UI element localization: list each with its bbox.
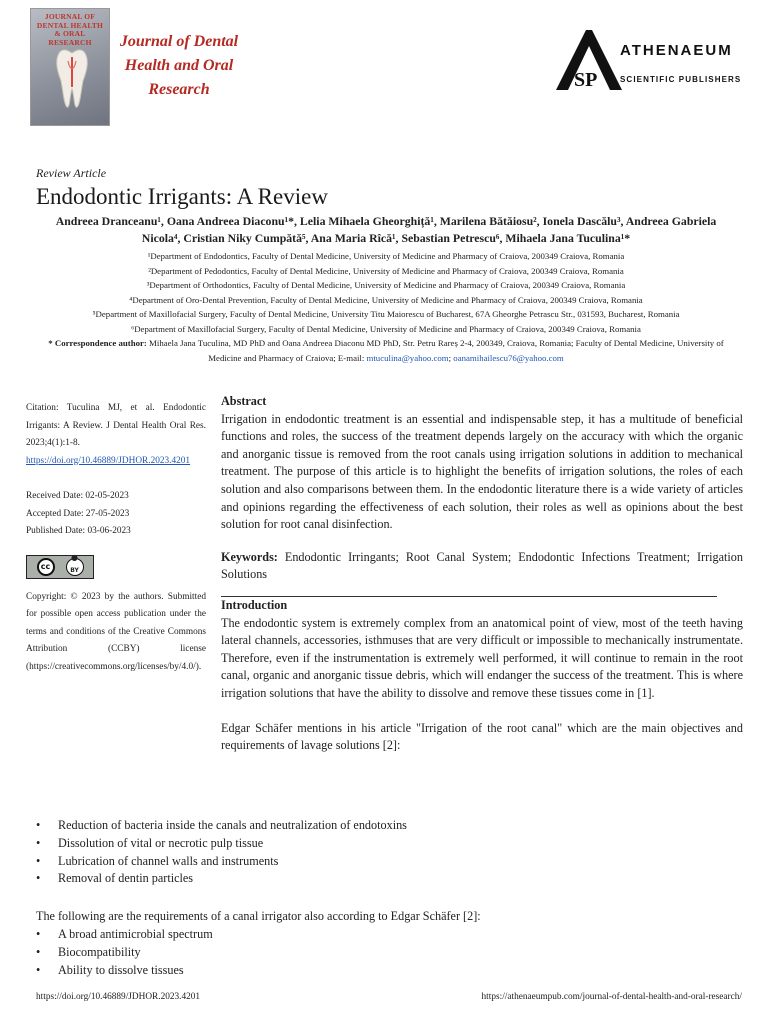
accepted-date: Accepted Date: 27-05-2023	[26, 508, 130, 519]
publisher-subtitle: SCIENTIFIC PUBLISHERS	[620, 75, 742, 84]
author-list: Andreea Dranceanu¹, Oana Andreea Diaconu¹*, Lelia Mihaela Gheorghiță¹, Marilena Bătăiosu², Ionela Dascălu³, Andreea Gabriela Nicola⁴, Cristian Niky Cumpătă⁵, Ana Maria Rîcă¹, Sebastian Petrescu⁶, Mihaela Jana Tuculina¹*	[55, 214, 717, 245]
list-item: • Lubrication of channel walls and instruments	[36, 853, 743, 871]
list-item: • Biocompatibility	[36, 944, 743, 962]
affiliation-item: ³Department of Orthodontics, Faculty of Dental Medicine, University of Medicine and Pharmacy of Craiova, 200349 Craiova, Romania	[146, 280, 626, 290]
received-date: Received Date: 02-05-2023	[26, 491, 129, 501]
copyright-notice: Copyright: © 2023 by the authors. Submitted for possible open access publication under the terms and conditions of the Creative Commons Attribution (CCBY) license (https://creativecommons.org/licenses/by/4.0/).	[26, 591, 206, 672]
footer-doi-link[interactable]: https://doi.org/10.46889/JDHOR.2023.4201	[36, 992, 201, 1002]
attribution-icon: ● BY	[66, 558, 84, 576]
affiliation-item: ⁴Department of Oro-Dental Prevention, Faculty of Dental Medicine, University of Medicine and Pharmacy of Craiova, 200349 Craiova, Romania	[129, 294, 643, 305]
list-item: • Reduction of bacteria inside the canals and neutralization of endotoxins	[36, 817, 743, 835]
email-link-1[interactable]: mtuculina@yahoo.com	[366, 352, 449, 363]
introduction-heading: Introduction	[221, 597, 288, 612]
objectives-list	[36, 817, 743, 888]
list-item: • Ability to dissolve tissues	[36, 962, 743, 980]
article-title: Endodontic Irrigants: A Review	[36, 184, 328, 209]
footer-journal-link[interactable]: https://athenaeumpub.com/journal-of-dental-health-and-oral-research/	[481, 992, 742, 1002]
doi-link[interactable]: https://doi.org/10.46889/JDHOR.2023.4201	[26, 455, 191, 466]
affiliation-item: ⁶Department of Maxillofacial Surgery, Faculty of Dental Medicine, University of Medicine and Pharmacy of Craiova, 200349 Craiova, Romania	[131, 323, 641, 334]
svg-text:SP: SP	[574, 69, 598, 91]
keywords-label: Keywords:	[221, 549, 278, 564]
journal-cover-thumbnail	[30, 8, 110, 126]
list-item: • Removal of dentin particles	[36, 870, 743, 888]
keywords: Keywords: Endodontic Irringants; Root Canal System; Endodontic Infections Treatment; Irrigation Solutions	[221, 549, 743, 582]
article-info-sidebar	[26, 400, 206, 676]
affiliation-item: ²Department of Pedodontics, Faculty of Dental Medicine, University of Medicine and Pharmacy of Craiova, 200349 Craiova, Romania	[148, 265, 624, 276]
abstract-heading: Abstract	[221, 394, 267, 408]
cover-title: JOURNAL OF DENTAL HEALTH & ORAL RESEARCH	[36, 12, 104, 47]
list-item: • Dissolution of vital or necrotic pulp tissue	[36, 835, 743, 853]
creative-commons-icon: cc	[37, 558, 55, 576]
schafer-paragraph: Edgar Schäfer mentions in his article "Irrigation of the root canal" which are the main objectives and requirements of lavage solutions [2]:	[221, 720, 743, 753]
dates	[26, 488, 206, 541]
correspondence-label: * Correspondence author:	[48, 338, 147, 348]
correspondence: * Correspondence author: Mihaela Jana Tuculina, MD PhD and Oana Andreea Diaconu MD PhD, Str. Petru Rareș 2-4, 200349, Craiova, Romania; Faculty of Dental Medicine, University of Medicine and Pharmacy of Craiova; E-mail: mtuculina@yahoo.com; oanamihailescu76@yahoo.com	[48, 338, 724, 363]
cc-by-license-badge[interactable]	[26, 552, 94, 579]
citation: Citation: Tuculina MJ, et al. Endodontic Irrigants: A Review. J Dental Health Oral Res. 2023;4(1):1-8.	[26, 403, 206, 448]
email-link-2[interactable]: oanamihailescu76@yahoo.com	[453, 352, 564, 363]
requirements-intro: The following are the requirements of a canal irrigator also according to Edgar Schäfer [2]:	[36, 909, 481, 923]
publisher-name: ATHENAEUM	[620, 42, 733, 59]
list-item: • A broad antimicrobial spectrum	[36, 926, 743, 944]
main-column	[221, 393, 743, 755]
affiliations	[36, 249, 736, 365]
affiliation-item: ⁵Department of Maxillofacial Surgery, Faculty of Dental Medicine, University Titu Maiorescu of Bucharest, 67A Gheorghe Petrascu Str., 031593, Bucharest, Romania	[92, 309, 680, 319]
article-type: Review Article	[36, 166, 107, 180]
affiliation-item: ¹Department of Endodontics, Faculty of Dental Medicine, University of Medicine and Pharmacy of Craiova, 200349 Craiova, Romania	[147, 251, 625, 261]
tooth-icon	[53, 47, 91, 109]
abstract-text: Irrigation in endodontic treatment is an essential and indispensable step, it has a multitude of beneficial functions and roles, the success of the treatment depends largely on the accuracy with which the organic and anorganic tissue is removed from the root canals using irrigation solutions in addition to mechanical treatment. The purpose of this article is to highlight the benefits of irrigation solutions, the roles of each solution and also comparisons between them. In the endodontic literature there is a wide variety of articles and opinions regarding the effectiveness of each solution, their roles as well as opinions about the best solution for root canal disinfection.	[221, 411, 743, 532]
published-date: Published Date: 03-06-2023	[26, 526, 131, 536]
introduction-text: The endodontic system is extremely complex from an anatomical point of view, most of the teeth having lateral channels, accessories, isthmuses that are very difficult or impossible to mechanically instrumentate. Therefore, even if the instrumentation is extremely well performed, it will continue to remain in the root canal, organic and anorganic tissue debris, which will endanger the success of the treatment. This is where irrigation solutions that have the ability to dissolve and remove these tissues come in [1].	[221, 615, 743, 700]
journal-name: Journal of Dental Health and Oral Research	[119, 33, 239, 98]
requirements-list	[36, 926, 743, 979]
